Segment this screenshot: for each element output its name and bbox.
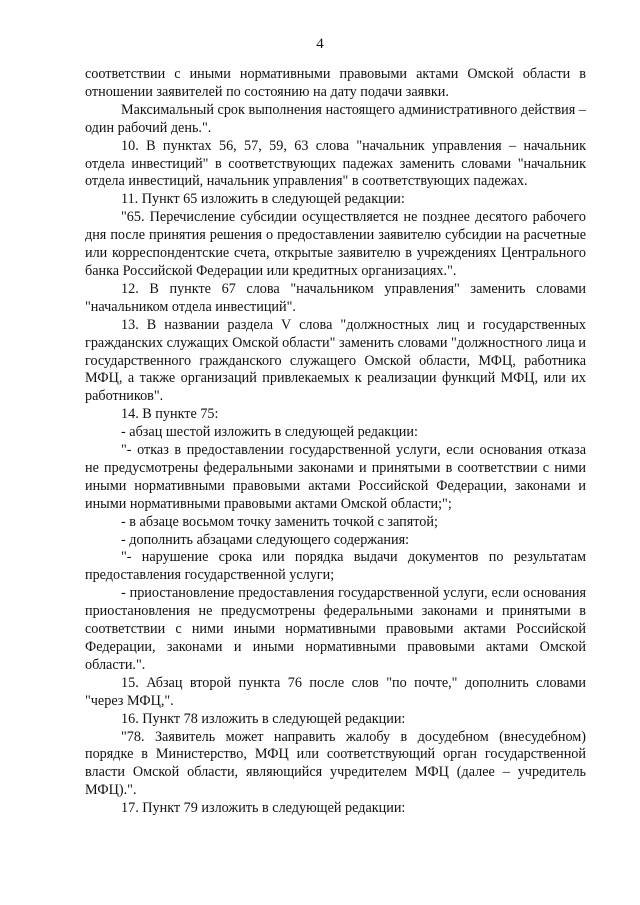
document-body [85,66,586,818]
page-number: 4 [316,36,324,52]
paragraph: - дополнить абзацами следующего содержания: [121,531,410,548]
paragraph: "65. Перечисление субсидии осуществляется не позднее десятого рабочего дня после принятия решения о предоставлении заявителю субсидии на расчетные или корреспондентские счета, открытые заявителю в учреждениях Центрального банка Российской Федерации или кредитных организациях.". [85,209,586,279]
paragraph: 14. В пункте 75: [121,406,219,423]
paragraph: - абзац шестой изложить в следующей редакции: [121,424,418,441]
paragraph: соответствии с иными нормативными правовыми актами Омской области в отношении заявителей по состоянию на дату подачи заявки. [85,66,586,100]
paragraph: "78. Заявитель может направить жалобу в досудебном (внесудебном) порядке в Министерство, МФЦ или соответствующий орган государственной власти Омской области, являющийся учредителем МФЦ (далее – учредитель МФЦ).". [85,728,586,799]
paragraph: "- нарушение срока или порядка выдачи документов по результатам предоставления государственной услуги; [85,549,586,584]
paragraph: 11. Пункт 65 изложить в следующей редакции: [121,191,405,208]
paragraph: 17. Пункт 79 изложить в следующей редакции: [121,800,406,817]
paragraph: 16. Пункт 78 изложить в следующей редакции: [121,710,406,727]
paragraph: "- отказ в предоставлении государственной услуги, если основания отказа не предусмотрены федеральными законами и принятыми в соответствии с ними иными нормативными правовыми актами Российской Федерации, законами и иными нормативными правовыми актами Омской области;"; [85,442,586,512]
paragraph: 10. В пунктах 56, 57, 59, 63 слова "начальник управления – начальник отдела инвестиций" в соответствующих падежах заменить словами "начальник отдела инвестиций, начальник управления" в соответствующих падежах. [85,137,586,190]
paragraph: 15. Абзац второй пункта 76 после слов "по почте," дополнить словами "через МФЦ,". [85,674,586,709]
paragraph: - в абзаце восьмом точку заменить точкой с запятой; [121,513,438,530]
paragraph: - приостановление предоставления государственной услуги, если основания приостановления не предусмотрены федеральными законами и принятыми в соответствии с ними иными нормативными правовыми актами Российской Федерации, законами и иными нормативными правовыми актами Омской области.". [85,585,586,673]
paragraph: 12. В пункте 67 слова "начальником управления" заменить словами "начальником отдела инвестиций". [85,280,586,315]
paragraph: 13. В названии раздела V слова "должностных лиц и государственных гражданских служащих Омской области" заменить словами "должностного лица и государственного гражданского служащего Омской области, МФЦ, работника МФЦ, а также организаций привлекаемых к реализации функций МФЦ, или их работников". [85,316,586,405]
paragraph: Максимальный срок выполнения настоящего административного действия – один рабочий день.". [85,101,586,136]
